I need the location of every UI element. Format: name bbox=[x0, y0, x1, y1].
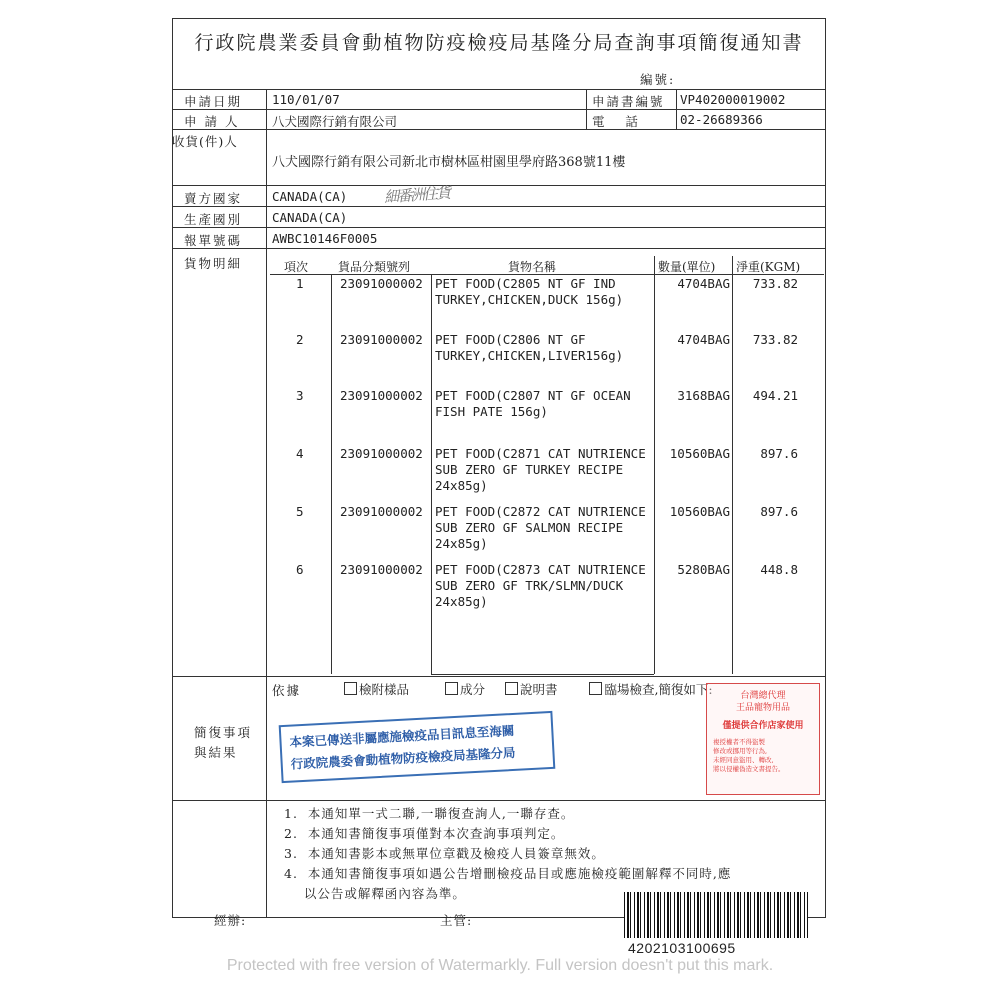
customs-stamp-line2: 行政院農委會動植物防疫檢疫局基隆分局 bbox=[290, 744, 516, 772]
watermark-text: Protected with free version of Watermarkly. Full version doesn't put this mark. bbox=[226, 957, 774, 974]
cell-quantity: 10560BAG bbox=[669, 446, 730, 461]
cell-tariff-code: 23091000002 bbox=[340, 276, 423, 291]
cell-net-weight: 897.6 bbox=[760, 446, 798, 461]
option-ingredients-label: 成分 bbox=[459, 682, 485, 697]
checkbox-ingredients[interactable] bbox=[445, 682, 458, 695]
app-no-label: 申請書編號 bbox=[592, 94, 665, 109]
serial-label: 編號: bbox=[640, 72, 676, 87]
header-quantity: 數量(單位) bbox=[658, 260, 716, 274]
option-manual-label: 說明書 bbox=[519, 682, 558, 697]
cell-quantity: 10560BAG bbox=[669, 504, 730, 519]
consignee-label: 收貨(件)人 bbox=[172, 134, 238, 149]
cell-tariff-code: 23091000002 bbox=[340, 562, 423, 577]
applicant-value: 八犬國際行銷有限公司 bbox=[272, 114, 398, 129]
option-onsite-label: 臨場檢查,簡復如下: bbox=[604, 682, 713, 697]
phone-label: 電 話 bbox=[592, 114, 639, 129]
option-sample-label: 檢附樣品 bbox=[359, 682, 410, 697]
barcode-number: 4202103100695 bbox=[628, 940, 736, 956]
note-item: 3. 本通知書影本或無單位章戳及檢疫人員簽章無效。 bbox=[284, 846, 605, 861]
supervisor-label: 主管: bbox=[440, 913, 473, 928]
header-tariff-code: 貨品分類號列 bbox=[338, 260, 411, 274]
cell-tariff-code: 23091000002 bbox=[340, 446, 423, 461]
consignee-value: 八犬國際行銷有限公司新北市樹林區柑園里學府路368號11樓 bbox=[272, 155, 626, 170]
cell-goods-name: PET FOOD(C2873 CAT NUTRIENCE SUB ZERO GF TRK/SLMN/DUCK 24x85g) bbox=[435, 562, 646, 609]
origin-value: CANADA(CA) bbox=[272, 210, 348, 225]
goods-table bbox=[270, 256, 824, 674]
distributor-stamp-line1: 台灣總代理 bbox=[740, 691, 786, 701]
handler-label: 經辦: bbox=[214, 913, 247, 928]
cell-tariff-code: 23091000002 bbox=[340, 504, 423, 519]
cell-goods-name: PET FOOD(C2807 NT GF OCEAN FISH PATE 156g) bbox=[435, 388, 631, 419]
phone-value: 02-26689366 bbox=[680, 112, 763, 127]
cell-item-no: 5 bbox=[296, 504, 304, 519]
distributor-stamp-fine-print: 複授權者不得盜製 修改或挪用等行為, 未經同意盜用、轉改, 將以侵權偽造文書提告。 bbox=[713, 738, 785, 773]
header-goods-name: 貨物名稱 bbox=[508, 260, 557, 274]
cell-item-no: 1 bbox=[296, 276, 304, 291]
cell-net-weight: 733.82 bbox=[752, 276, 798, 291]
cell-net-weight: 897.6 bbox=[760, 504, 798, 519]
cell-quantity: 4704BAG bbox=[677, 332, 730, 347]
customs-stamp-line1: 本案已傳送非屬應施檢疫品目訊息至海關 bbox=[289, 722, 515, 750]
cell-tariff-code: 23091000002 bbox=[340, 388, 423, 403]
note-item: 2. 本通知書簡復事項僅對本次查詢事項判定。 bbox=[284, 826, 565, 841]
result-label: 簡復事項 與結果 bbox=[194, 725, 253, 760]
cell-tariff-code: 23091000002 bbox=[340, 332, 423, 347]
notice-document bbox=[172, 18, 826, 942]
declaration-value: AWBC10146F0005 bbox=[272, 231, 378, 246]
cell-quantity: 5280BAG bbox=[677, 562, 730, 577]
checkbox-manual[interactable] bbox=[505, 682, 518, 695]
cell-quantity: 3168BAG bbox=[677, 388, 730, 403]
cell-goods-name: PET FOOD(C2871 CAT NUTRIENCE SUB ZERO GF TURKEY RECIPE 24x85g) bbox=[435, 446, 646, 493]
origin-label: 生產國別 bbox=[184, 212, 243, 227]
header-net-weight: 淨重(KGM) bbox=[736, 260, 801, 274]
basis-label: 依據 bbox=[272, 683, 302, 698]
note-item: 4. 本通知書簡復事項如遇公告增刪檢疫品目或應施檢疫範圍解釋不同時,應 bbox=[284, 866, 732, 881]
apply-date-value: 110/01/07 bbox=[272, 92, 340, 107]
cell-goods-name: PET FOOD(C2806 NT GF TURKEY,CHICKEN,LIVER156g) bbox=[435, 332, 624, 363]
header-item-no: 項次 bbox=[284, 260, 309, 274]
note-item: 1. 本通知單一式二聯,一聯復查詢人,一聯存查。 bbox=[284, 806, 575, 821]
applicant-label: 申 請 人 bbox=[184, 114, 240, 129]
apply-date-label: 申請日期 bbox=[184, 94, 243, 109]
seller-value: CANADA(CA) bbox=[272, 189, 348, 204]
cell-quantity: 4704BAG bbox=[677, 276, 730, 291]
cell-item-no: 2 bbox=[296, 332, 304, 347]
seller-label: 賣方國家 bbox=[184, 191, 243, 206]
barcode bbox=[624, 892, 808, 938]
note-item: 以公告或解釋函內容為準。 bbox=[284, 886, 466, 901]
cell-net-weight: 448.8 bbox=[760, 562, 798, 577]
distributor-stamp-line3: 僅提供合作店家使用 bbox=[722, 721, 804, 731]
cell-item-no: 4 bbox=[296, 446, 304, 461]
document-title: 行政院農業委員會動植物防疫檢疫局基隆分局查詢事項簡復通知書 bbox=[194, 32, 804, 54]
cell-net-weight: 494.21 bbox=[752, 388, 798, 403]
distributor-stamp bbox=[706, 683, 820, 795]
declaration-label: 報單號碼 bbox=[184, 233, 243, 248]
cell-item-no: 6 bbox=[296, 562, 304, 577]
handwritten-note: 細番洲住貨 bbox=[383, 183, 450, 207]
basis-options bbox=[344, 680, 713, 698]
app-no-value: VP402000019002 bbox=[680, 92, 786, 107]
distributor-stamp-line2: 王品寵物用品 bbox=[735, 703, 790, 713]
cell-net-weight: 733.82 bbox=[752, 332, 798, 347]
cell-goods-name: PET FOOD(C2805 NT GF IND TURKEY,CHICKEN,DUCK 156g) bbox=[435, 276, 624, 307]
checkbox-sample[interactable] bbox=[344, 682, 357, 695]
cell-goods-name: PET FOOD(C2872 CAT NUTRIENCE SUB ZERO GF SALMON RECIPE 24x85g) bbox=[435, 504, 646, 551]
checkbox-onsite[interactable] bbox=[589, 682, 602, 695]
cell-item-no: 3 bbox=[296, 388, 304, 403]
goods-label: 貨物明細 bbox=[184, 256, 243, 271]
